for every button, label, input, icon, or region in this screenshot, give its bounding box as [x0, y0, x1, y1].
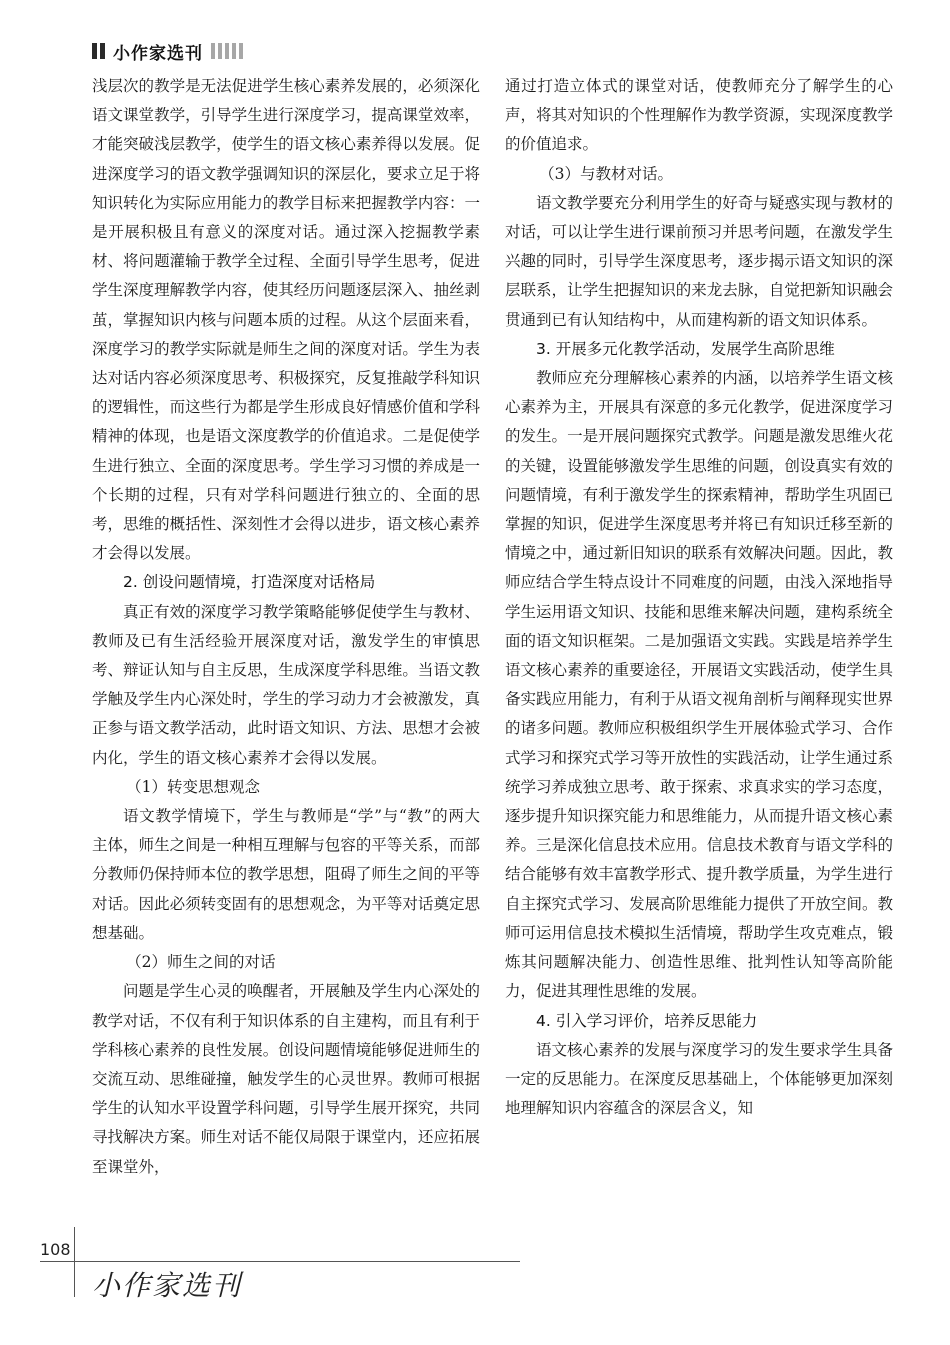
- footer-logo: 小作家选刊: [92, 1269, 243, 1302]
- right-column: [505, 72, 893, 1123]
- paragraph: 教师应充分理解核心素养的内涵，以培养学生语文核心素养为主，开展具有深意的多元化教学，促进深度学习的发生。一是开展问题探究式教学。问题是激发思维火花的关键，设置能够激发学生思维的问题，创设真实有效的问题情境，有利于激发学生的探索精神，帮助学生巩固已掌握的知识，促进学生深度思考并将已有知识迁移至新的情境之中，通过新旧知识的联系有效解决问题。因此，教师应结合学生特点设计不同难度的问题，由浅入深地指导学生运用语文知识、技能和思维来解决问题，建构系统全面的语文知识框架。二是加强语文实践。实践是培养学生语文核心素养的重要途径，开展语文实践活动，使学生具备实践应用能力，有利于从语文视角剖析与阐释现实世界的诸多问题。教师应积极组织学生开展体验式学习、合作式学习和探究式学习等开放性的实践活动，让学生通过系统学习养成独立思考、敢于探索、求真求实的学习态度，逐步提升知识探究能力和思维能力，从而提升语文核心素养。三是深化信息技术应用。信息技术教育与语文学科的结合能够有效丰富教学形式、提升教学质量，为学生进行自主探究式学习、发展高阶思维能力提供了开放空间。教师可运用信息技术模拟生活情境，帮助学生攻克难点，锻炼其问题解决能力、创造性思维、批判性认知等高阶能力，促进其理性思维的发展。: [505, 369, 893, 1001]
- subheading: （1）转变思想观念: [126, 777, 260, 796]
- subheading: （2）师生之间的对话: [126, 953, 276, 972]
- journal-title: 小作家选刊: [113, 43, 203, 64]
- subheading: （3）与教材对话。: [539, 164, 673, 183]
- page-number: 108: [40, 1240, 71, 1259]
- footer-divider-horizontal: [40, 1261, 520, 1262]
- section-heading: 2. 创设问题情境，打造深度对话格局: [123, 573, 376, 592]
- paragraph: 语文教学要充分利用学生的好奇与疑惑实现与教材的对话，可以让学生进行课前预习并思考问题，在激发学生兴趣的同时，引导学生深度思考，逐步揭示语文知识的深层联系，让学生把握知识的来龙去脉，自觉把新知识融会贯通到已有认知结构中，从而建构新的语文知识体系。: [505, 193, 893, 329]
- running-header: [92, 38, 243, 64]
- paragraph: 浅层次的教学是无法促进学生核心素养发展的，必须深化语文课堂教学，引导学生进行深度学习，提高课堂效率，才能突破浅层教学，使学生的语文核心素养得以发展。促进深度学习的语文教学强调知识的深层化，要求立足于将知识转化为实际应用能力的教学目标来把握教学内容：一是开展积极且有意义的深度对话。通过深入挖掘教学素材、将问题灌输于教学全过程、全面引导学生思考，促进学生深度理解教学内容，使其经历问题逐层深入、抽丝剥茧，掌握知识内核与问题本质的过程。从这个层面来看，深度学习的教学实际就是师生之间的深度对话。学生为表达对话内容必须深度思考、积极探究，反复推敲学科知识的逻辑性，而这些行为都是学生形成良好情感价值和学科精神的体现，也是语文深度教学的价值追求。二是促使学生进行独立、全面的深度思考。学生学习习惯的养成是一个长期的过程，只有对学科问题进行独立的、全面的思考，思维的概括性、深刻性才会得以进步，语文核心素养才会得以发展。: [92, 77, 480, 563]
- header-bars-light: [211, 43, 243, 59]
- header-bars-dark: [92, 43, 105, 59]
- section-heading: 4. 引入学习评价，培养反思能力: [536, 1011, 758, 1030]
- section-heading: 3. 开展多元化教学活动，发展学生高阶思维: [536, 339, 835, 358]
- footer-divider-vertical: [74, 1227, 75, 1297]
- paragraph: 问题是学生心灵的唤醒者，开展触及学生内心深处的教学对话，不仅有利于知识体系的自主建构，而且有利于学科核心素养的良性发展。创设问题情境能够促进师生的交流互动、思维碰撞，触发学生的心灵世界。教师可根据学生的认知水平设置学科问题，引导学生展开探究，共同寻找解决方案。师生对话不能仅局限于课堂内，还应拓展至课堂外，: [92, 982, 480, 1176]
- left-column: [92, 72, 480, 1182]
- paragraph: 语文核心素养的发展与深度学习的发生要求学生具备一定的反思能力。在深度反思基础上，个体能够更加深刻地理解知识内容蕴含的深层含义，知: [505, 1040, 893, 1118]
- paragraph: 真正有效的深度学习教学策略能够促使学生与教材、教师及已有生活经验开展深度对话，激发学生的审慎思考、辩证认知与自主反思，生成深度学科思维。当语文教学触及学生内心深处时，学生的学习动力才会被激发，真正参与语文教学活动，此时语文知识、方法、思想才会被内化，学生的语文核心素养才会得以发展。: [92, 602, 480, 767]
- paragraph: 通过打造立体式的课堂对话，使教师充分了解学生的心声，将其对知识的个性理解作为教学资源，实现深度教学的价值追求。: [505, 77, 893, 154]
- paragraph: 语文教学情境下，学生与教师是“学”与“教”的两大主体，师生之间是一种相互理解与包容的平等关系，而部分教师仍保持师本位的教学思想，阻碍了师生之间的平等对话。因此必须转变固有的思想观念，为平等对话奠定思想基础。: [92, 807, 480, 942]
